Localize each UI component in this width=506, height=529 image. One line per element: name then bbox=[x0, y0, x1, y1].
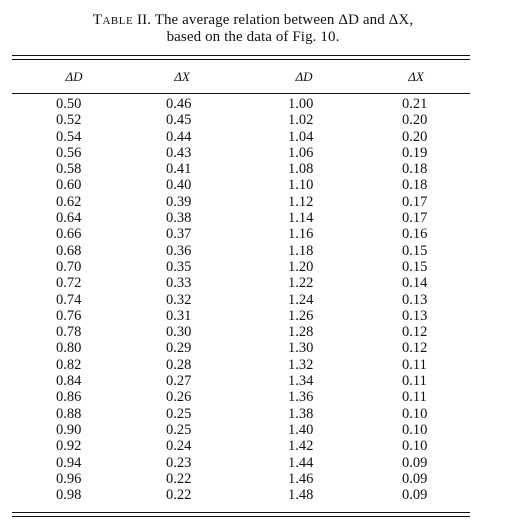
table-cell: 1.28 bbox=[288, 324, 314, 341]
table-cell: 1.04 bbox=[288, 128, 314, 145]
table-cell: 0.37 bbox=[166, 226, 192, 243]
table-cell: 0.35 bbox=[166, 258, 192, 275]
table-cell: 0.60 bbox=[56, 177, 82, 194]
table-cell: 0.19 bbox=[402, 144, 428, 161]
table-cell: 0.09 bbox=[402, 470, 428, 487]
table-cell: 0.13 bbox=[402, 291, 428, 308]
table-cell: 1.42 bbox=[288, 438, 314, 455]
table-cell: 0.33 bbox=[166, 275, 192, 292]
table-cell: 0.26 bbox=[166, 389, 192, 406]
table-cell: 0.70 bbox=[56, 258, 82, 275]
top-rule-upper bbox=[12, 55, 470, 56]
table-cell: 0.12 bbox=[402, 340, 428, 357]
table-cell: 1.36 bbox=[288, 389, 314, 406]
table-cell: 1.46 bbox=[288, 470, 314, 487]
header-rule bbox=[12, 93, 470, 94]
table-cell: 0.14 bbox=[402, 275, 428, 292]
table-cell: 0.96 bbox=[56, 470, 82, 487]
table-cell: 0.31 bbox=[166, 307, 192, 324]
table-cell: 1.30 bbox=[288, 340, 314, 357]
table-cell: 0.64 bbox=[56, 210, 82, 227]
table-cell: 0.68 bbox=[56, 242, 82, 259]
table-cell: 0.32 bbox=[166, 291, 192, 308]
table-cell: 0.56 bbox=[56, 144, 82, 161]
table-cell: 0.66 bbox=[56, 226, 82, 243]
table-cell: 0.22 bbox=[166, 470, 192, 487]
table-cell: 0.80 bbox=[56, 340, 82, 357]
header-delta-x-2: ΔX bbox=[408, 69, 424, 84]
table-caption-line-2: based on the data of Fig. 10. bbox=[166, 29, 340, 45]
table-cell: 0.86 bbox=[56, 389, 82, 406]
table-cell: 0.62 bbox=[56, 193, 82, 210]
table-number: II. bbox=[137, 12, 152, 28]
table-cell: 0.20 bbox=[402, 112, 428, 129]
table-cell: 0.17 bbox=[402, 210, 428, 227]
table-cell: 0.74 bbox=[56, 291, 82, 308]
table-cell: 0.82 bbox=[56, 356, 82, 373]
table-cell: 0.11 bbox=[402, 356, 427, 373]
table-cell: 1.14 bbox=[288, 210, 314, 227]
table-cell: 0.10 bbox=[402, 421, 428, 438]
table-cell: 0.21 bbox=[402, 96, 428, 112]
top-rule-lower bbox=[12, 59, 470, 60]
table-cell: 0.09 bbox=[402, 487, 428, 504]
table-cell: 0.92 bbox=[56, 438, 82, 455]
table-cell: 0.12 bbox=[402, 324, 428, 341]
table-cell: 1.26 bbox=[288, 307, 314, 324]
table-cell: 0.41 bbox=[166, 161, 192, 178]
table-cell: 1.34 bbox=[288, 373, 314, 390]
table-cell: 0.18 bbox=[402, 161, 428, 178]
table-cell: 1.06 bbox=[288, 144, 314, 161]
table-cell: 0.15 bbox=[402, 258, 428, 275]
table-cell: 0.23 bbox=[166, 454, 192, 471]
table-cell: 0.40 bbox=[166, 177, 192, 194]
table-cell: 1.02 bbox=[288, 112, 314, 129]
table-cell: 0.11 bbox=[402, 389, 427, 406]
table-cell: 0.29 bbox=[166, 340, 192, 357]
table-cell: 1.00 bbox=[288, 96, 314, 112]
table-cell: 0.11 bbox=[402, 373, 427, 390]
table-cell: 0.39 bbox=[166, 193, 192, 210]
table-cell: 0.24 bbox=[166, 438, 192, 455]
table-cell: 1.20 bbox=[288, 258, 314, 275]
table-cell: 1.12 bbox=[288, 193, 314, 210]
table-cell: 0.43 bbox=[166, 144, 192, 161]
table-cell: 0.13 bbox=[402, 307, 428, 324]
table-cell: 0.58 bbox=[56, 161, 82, 178]
bottom-rule-lower bbox=[12, 516, 470, 517]
table-cell: 0.50 bbox=[56, 96, 82, 112]
table-cell: 1.38 bbox=[288, 405, 314, 422]
table-cell: 0.10 bbox=[402, 438, 428, 455]
table-cell: 1.08 bbox=[288, 161, 314, 178]
table-cell: 0.25 bbox=[166, 421, 192, 438]
table-cell: 0.36 bbox=[166, 242, 192, 259]
table-cell: 0.84 bbox=[56, 373, 82, 390]
table-cell: 0.20 bbox=[402, 128, 428, 145]
table-cell: 0.90 bbox=[56, 421, 82, 438]
table-cell: 1.16 bbox=[288, 226, 314, 243]
table-cell: 0.30 bbox=[166, 324, 192, 341]
column-delta-x-1 bbox=[166, 96, 191, 503]
table-cell: 0.22 bbox=[166, 487, 192, 504]
table-cell: 0.38 bbox=[166, 210, 192, 227]
table-cell: 0.46 bbox=[166, 96, 192, 112]
header-delta-x-1: ΔX bbox=[174, 69, 190, 84]
table-cell: 0.98 bbox=[56, 487, 82, 504]
header-delta-d-2: ΔD bbox=[295, 69, 313, 84]
table-cell: 0.10 bbox=[402, 405, 428, 422]
table-cell: 1.24 bbox=[288, 291, 314, 308]
table-cell: 1.48 bbox=[288, 487, 314, 504]
table-cell: 0.09 bbox=[402, 454, 428, 471]
header-delta-d-1: ΔD bbox=[65, 69, 83, 84]
table-cell: 0.78 bbox=[56, 324, 82, 341]
table-cell: 0.88 bbox=[56, 405, 82, 422]
bottom-rule-upper bbox=[12, 512, 470, 513]
table-cell: 0.18 bbox=[402, 177, 428, 194]
table-caption-text: The average relation between ΔD and ΔX, bbox=[154, 12, 414, 28]
table-cell: 0.54 bbox=[56, 128, 82, 145]
table-cell: 0.52 bbox=[56, 112, 82, 129]
table-cell: 0.27 bbox=[166, 373, 192, 390]
table-cell: 0.28 bbox=[166, 356, 192, 373]
table-cell: 0.44 bbox=[166, 128, 192, 145]
table-cell: 0.15 bbox=[402, 242, 428, 259]
table-cell: 0.76 bbox=[56, 307, 82, 324]
table-cell: 0.45 bbox=[166, 112, 192, 129]
table-cell: 1.10 bbox=[288, 177, 314, 194]
table-cell: 0.72 bbox=[56, 275, 82, 292]
table-cell: 1.32 bbox=[288, 356, 314, 373]
table-cell: 0.25 bbox=[166, 405, 192, 422]
column-delta-d-2 bbox=[288, 96, 313, 503]
table-cell: 0.94 bbox=[56, 454, 82, 471]
table-cell: 1.22 bbox=[288, 275, 314, 292]
table-cell: 1.44 bbox=[288, 454, 314, 471]
table-cell: 1.40 bbox=[288, 421, 314, 438]
table-caption-line-1 bbox=[0, 11, 506, 29]
column-delta-x-2 bbox=[402, 96, 427, 503]
table-cell: 1.18 bbox=[288, 242, 314, 259]
table-cell: 0.17 bbox=[402, 193, 428, 210]
column-delta-d-1 bbox=[56, 96, 81, 503]
table-label: Table bbox=[92, 12, 134, 28]
table-cell: 0.16 bbox=[402, 226, 428, 243]
